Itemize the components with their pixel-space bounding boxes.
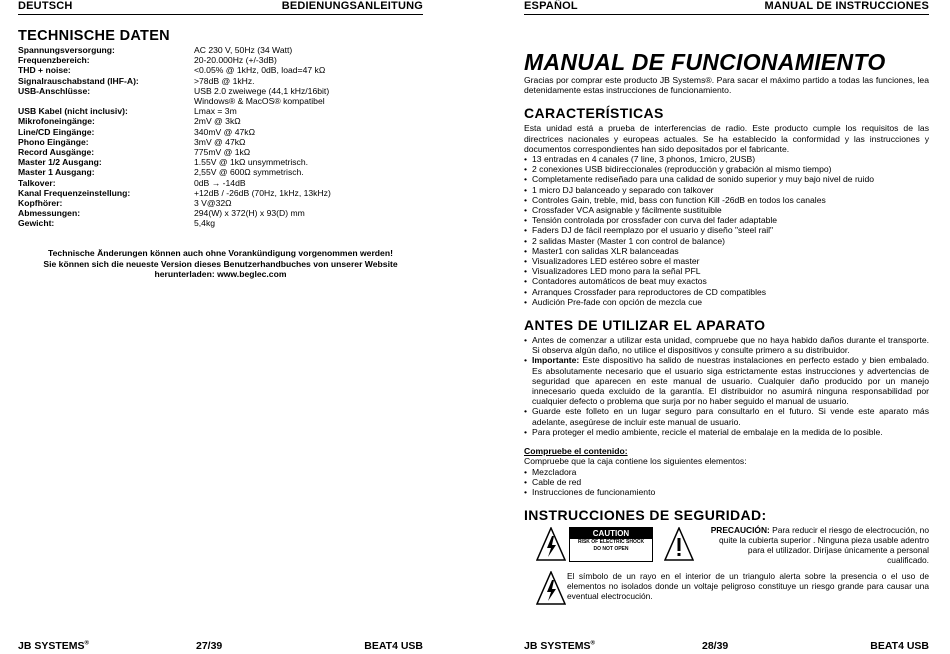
registered-mark: ® <box>84 640 89 647</box>
spec-value: Lmax = 3m <box>194 106 237 117</box>
feature-item: • Completamente rediseñado para una calidad de sonido superior y muy bajo nivel de ruido <box>524 174 929 184</box>
spec-row <box>18 65 423 75</box>
spec-row <box>18 86 423 96</box>
before-use-list <box>524 335 929 437</box>
spec-label: USB-Anschlüsse: <box>18 85 91 96</box>
section-title: TECHNISCHE DATEN <box>18 28 170 44</box>
caution-title: CAUTION <box>570 528 652 539</box>
spec-row <box>18 167 423 177</box>
spec-label: Line/CD Eingänge: <box>18 126 95 137</box>
main-title: MANUAL DE FUNCIONAMIENTO <box>524 49 886 75</box>
spec-label: Talkover: <box>18 177 56 188</box>
intro-paragraph: Gracias por comprar este producto JB Systems®. Para sacar el máximo partido a todas las funciones, lea detenidamente estas instrucciones de funcionamiento. <box>524 75 929 96</box>
spec-label: Abmessungen: <box>18 208 81 219</box>
features-heading: CARACTERÍSTICAS <box>524 105 664 122</box>
list-item: • Importante: Este dispositivo ha salido de nuestras instalaciones en perfecto estado y bien embalado. Es absolutamente necesario que el usuario siga estrictamente estas instrucciones y advertencias de seguridad que aparecen en este manual de usuario. Cualquier daño producido por un manejo innecesario queda excluido de la garantía. El distribuidor no asumirá ninguna responsabilidad por cualquier defecto o problema que surja por no haber seguido el manual de usuario. <box>524 355 929 406</box>
feature-item: • Visualizadores LED mono para la señal PFL <box>524 266 929 276</box>
spec-label: Kanal Frequenzeinstellung: <box>18 187 131 198</box>
page-footer <box>18 640 423 654</box>
spec-label: Spannungsversorgung: <box>18 45 115 55</box>
spec-value: 3 V@32Ω <box>194 198 232 209</box>
page-footer <box>524 640 929 654</box>
spec-value: 1.55V @ 1kΩ unsymmetrisch. <box>194 157 309 168</box>
spec-label: Phono Eingänge: <box>18 136 89 147</box>
feature-item: • Contadores automáticos de beat muy exactos <box>524 276 929 286</box>
safety-heading: INSTRUCCIONES DE SEGURIDAD: <box>524 507 767 524</box>
feature-item: • 1 micro DJ balanceado y separado con talkover <box>524 185 929 195</box>
feature-item: • Tensión controlada por crossfader con curva del fader adaptable <box>524 215 929 225</box>
spec-value: AC 230 V, 50Hz (34 Watt) <box>194 45 293 55</box>
spec-value: >78dB @ 1kHz. <box>194 75 255 86</box>
spec-label <box>18 96 194 106</box>
header-title: MANUAL DE INSTRUCCIONES <box>764 0 929 12</box>
feature-item: • 2 conexiones USB bidireccionales (reproducción y grabación al mismo tiempo) <box>524 164 929 174</box>
feature-item: • Arranques Crossfader para reproductores de CD compatibles <box>524 287 929 297</box>
list-item: • Para proteger el medio ambiente, recicle el material de embalaje en la medida de lo posible. <box>524 427 929 437</box>
caution-line: DO NOT OPEN <box>593 546 629 553</box>
registered-mark: ® <box>590 640 595 647</box>
spec-value: 0dB → -14dB <box>194 177 246 188</box>
lightning-symbol-explanation: El símbolo de un rayo en el interior de un triangulo alerta sobre la presencia o el uso de elementos no isolados donde un voltaje peligroso constituye un riesgo grande para causar una eventual electrocución. <box>567 571 929 602</box>
spec-value: +12dB / -26dB (70Hz, 1kHz, 13kHz) <box>194 187 331 198</box>
spec-label: Frequenzbereich: <box>18 55 90 66</box>
contents-list <box>524 467 929 498</box>
feature-item: • Controles Gain, treble, mid, bass con function Kill -26dB en todos los canales <box>524 195 929 205</box>
feature-item: • Faders DJ de fácil reemplazo por el usuario y diseño "steel rail" <box>524 225 929 235</box>
spec-value: Windows® & MacOS® kompatibel <box>194 96 325 107</box>
spec-label: USB Kabel (nicht inclusiv): <box>18 106 128 117</box>
spec-value: 2mV @ 3kΩ <box>194 116 241 127</box>
spec-value: USB 2.0 zweiwege (44,1 kHz/16bit) <box>194 85 330 96</box>
spec-row <box>18 45 423 55</box>
spec-row <box>18 198 423 208</box>
spec-row <box>18 147 423 157</box>
spec-row <box>18 76 423 86</box>
spec-value: 340mV @ 47kΩ <box>194 126 256 137</box>
spec-row <box>18 188 423 198</box>
spec-label: Gewicht: <box>18 218 55 229</box>
list-item: • Mezcladora <box>524 467 929 477</box>
page-header <box>524 0 929 15</box>
features-list <box>524 154 929 307</box>
page-content <box>524 14 929 600</box>
spec-value: 2,55V @ 600Ω symmetrisch. <box>194 167 304 178</box>
spec-table <box>18 45 423 229</box>
spec-label: THD + noise: <box>18 65 71 76</box>
list-item: • Instrucciones de funcionamiento <box>524 487 929 497</box>
spec-label: Master 1/2 Ausgang: <box>18 157 102 168</box>
features-intro: Esta unidad está a prueba de interferencias de radio. Este producto cumple los requisitos de las directrices nacionales y europeas actuales. Se ha establecido la conformidad y las instrucciones y documentos correspondientes han sido depositados por el fabricante. <box>524 123 929 154</box>
notice-line: herunterladen: www.beglec.com <box>154 269 287 279</box>
footer-brand: JB SYSTEMS® <box>524 640 595 652</box>
spec-row <box>18 127 423 137</box>
spec-row <box>18 116 423 126</box>
spec-value: 5,4kg <box>194 218 216 229</box>
before-use-heading: ANTES DE UTILIZAR EL APARATO <box>524 317 766 334</box>
header-language: ESPAÑOL <box>524 0 578 12</box>
spec-value: <0.05% @ 1kHz, 0dB, load=47 kΩ <box>194 65 326 76</box>
page-number: 28/39 <box>702 640 729 652</box>
header-title: BEDIENUNGSANLEITUNG <box>281 0 423 12</box>
spec-label: Signalrauschabstand (IHF-A): <box>18 75 139 86</box>
spec-value: 294(W) x 372(H) x 93(D) mm <box>194 208 305 219</box>
list-item: • Cable de red <box>524 477 929 487</box>
precaution-text: PRECAUCIÓN: Para reducir el riesgo de electrocución, no quite la cubierta superior . Ninguna pieza usable adentro para el utilizador. Diríjase únicamente a personal cualificado. <box>710 525 929 566</box>
update-notice <box>18 248 423 280</box>
footer-model: BEAT4 USB <box>364 640 423 652</box>
lightning-warning-icon <box>536 571 566 605</box>
footer-brand: JB SYSTEMS® <box>18 640 89 652</box>
feature-item: • 2 salidas Master (Master 1 con control de balance) <box>524 236 929 246</box>
feature-item: • Visualizadores LED estéreo sobre el master <box>524 256 929 266</box>
spec-row <box>18 55 423 65</box>
caution-label <box>569 527 653 562</box>
check-contents-heading: Compruebe el contenido: <box>524 446 628 457</box>
page-header <box>18 0 423 15</box>
spec-value: 3mV @ 47kΩ <box>194 136 246 147</box>
spec-label: Record Ausgänge: <box>18 147 95 158</box>
header-language: DEUTSCH <box>18 0 73 12</box>
spec-row <box>18 157 423 167</box>
caution-line: RISK OF ELECTRIC SHOCK <box>577 539 645 546</box>
spec-row <box>18 96 423 106</box>
spec-value: 775mV @ 1kΩ <box>194 147 251 158</box>
list-item: • Antes de comenzar a utilizar esta unidad, compruebe que no haya habido daños durante el transporte. Si observa algún daño, no utilice el dispositivos y consulte primero a su distribuidor. <box>524 335 929 355</box>
notice-line: Sie können sich die neueste Version dieses Benutzerhandbuches von unserer Website <box>43 258 398 269</box>
footer-model: BEAT4 USB <box>870 640 929 652</box>
feature-item: • Master1 con salidas XLR balanceadas <box>524 246 929 256</box>
list-item: • Guarde este folleto en un lugar seguro para consultarlo en el futuro. Si vende este aparato más adelante, asegúrese de incluir este manual de usuario. <box>524 406 929 426</box>
check-contents-intro: Compruebe que la caja contiene los siguientes elementos: <box>524 456 747 467</box>
feature-item: • Audición Pre-fade con opción de mezcla cue <box>524 297 929 307</box>
spec-label: Kopfhörer: <box>18 198 63 209</box>
spec-label: Mikrofoneingänge: <box>18 116 95 127</box>
spec-row <box>18 218 423 228</box>
spec-label: Master 1 Ausgang: <box>18 167 95 178</box>
page-number: 27/39 <box>196 640 223 652</box>
right-page <box>475 0 950 654</box>
notice-line: Technische Änderungen können auch ohne Vorankündigung vorgenommen werden! <box>48 248 393 258</box>
safety-block <box>524 525 929 600</box>
spec-row <box>18 137 423 147</box>
feature-item: • Crossfader VCA asignable y fácilmente sustituible <box>524 205 929 215</box>
spec-row <box>18 178 423 188</box>
lightning-warning-icon <box>536 527 566 561</box>
spec-row <box>18 208 423 218</box>
spec-row <box>18 106 423 116</box>
exclamation-warning-icon <box>664 527 694 561</box>
feature-item: • 13 entradas en 4 canales (7 line, 3 phonos, 1micro, 2USB) <box>524 154 929 164</box>
spec-value: 20-20.000Hz (+/-3dB) <box>194 55 277 66</box>
